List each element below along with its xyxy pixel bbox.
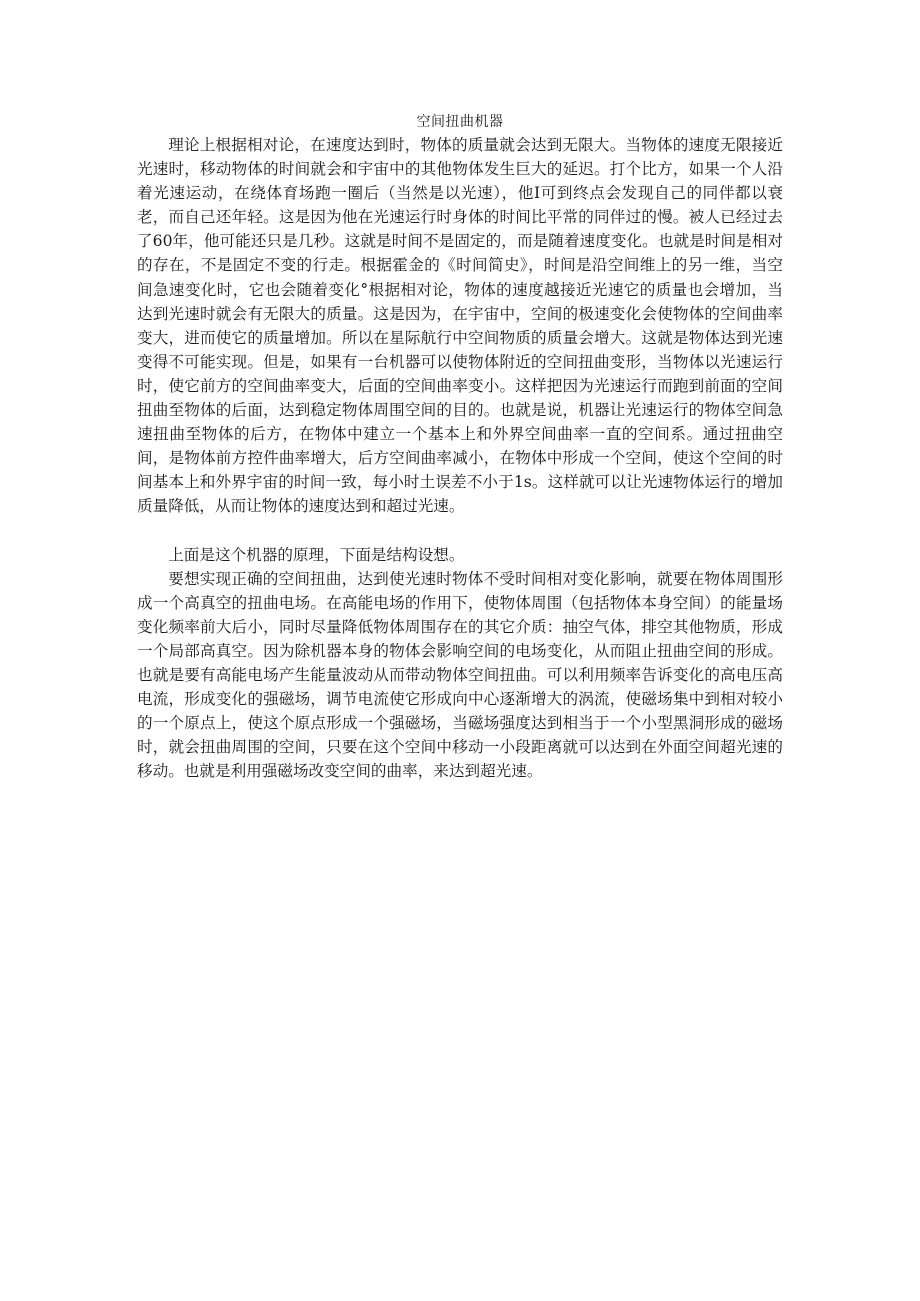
document-title: 空间扭曲机器 — [416, 114, 504, 130]
document-body — [137, 133, 783, 783]
paragraph-theory: 理论上根据相对论，在速度达到时，物体的质量就会达到无限大。当物体的速度无限接近光速时，移动物体的时间就会和宇宙中的其他物体发生巨大的延迟。打个比方，如果一个人沿着光速运动，在绕体育场跑一圈后（当然是以光速），他I可到终点会发现自己的同伴都以衰老，而自己还年轻。这是因为他在光速运行时身体的时间比平常的同伴过的慢。被人已经过去了60年，他可能还只是几秒。这就是时间不是固定的，而是随着速度变化。也就是时间是相对的存在，不是固定不变的行走。根据霍金的《时间简史》，时间是沿空间维上的另一维，当空间急速变化时，它也会随着变化°根据相对论，物体的速度越接近光速它的质量也会增加，当达到光速时就会有无限大的质量。这是因为，在宇宙中，空间的极速变化会使物体的空间曲率变大，进而使它的质量增加。所以在星际航行中空间物质的质量会增大。这就是物体达到光速变得不可能实现。但是，如果有一台机器可以使物体附近的空间扭曲变形，当物体以光速运行时，使它前方的空间曲率变大，后面的空间曲率变小。这样把因为光速运行而跑到前面的空间扭曲至物体的后面，达到稳定物体周围空间的目的。也就是说，机器让光速运行的物体空间急速扭曲至物体的后方，在物体中建立一个基本上和外界空间曲率一直的空间系。通过扭曲空间，是物体前方控件曲率增大，后方空间曲率减小，在物体中形成一个空间，使这个空间的时间基本上和外界宇宙的时间一致，每小时土误差不小于1s。这样就可以让光速物体运行的增加质量降低，从而让物体的速度达到和超过光速。 — [137, 136, 783, 516]
paragraph-structure: 要想实现正确的空间扭曲，达到使光速时物体不受时间相对变化影响，就要在物体周围形成一个高真空的扭曲电场。在高能电场的作用下，使物体周围（包括物体本身空间）的能量场变化频率前大后小，同时尽量降低物体周围存在的其它介质：抽空气体，排空其他物质，形成一个局部高真空。因为除机器本身的物体会影响空间的电场变化，从而阻止扭曲空间的形成。也就是要有高能电场产生能量波动从而带动物体空间扭曲。可以利用频率告诉变化的高电压高电流，形成变化的强磁场，调节电流使它形成向中心逐渐增大的涡流，使磁场集中到相对较小的一个原点上，使这个原点形成一个强磁场，当磁场强度达到相当于一个小型黑洞形成的磁场时，就会扭曲周围的空间，只要在这个空间中移动一小段距离就可以达到在外面空间超光速的移动。也就是利用强磁场改变空间的曲率，来达到超光速。 — [137, 569, 783, 781]
paragraph-transition: 上面是这个机器的原理，下面是结构设想。 — [168, 545, 465, 564]
